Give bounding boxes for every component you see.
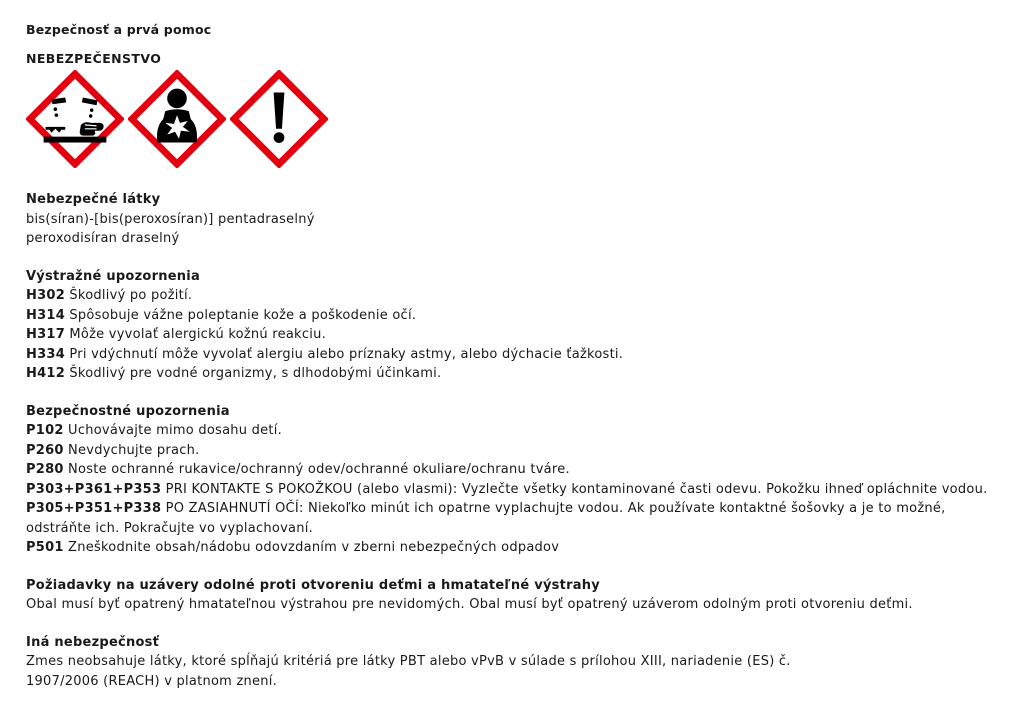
substance-line: peroxodisíran draselný	[26, 231, 180, 246]
hazard-heading: Výstražné upozornenia	[26, 268, 201, 284]
hazard-statement	[26, 325, 1001, 345]
hazard-text: Pri vdýchnutí môže vyvolať alergiu alebo príznaky astmy, alebo dýchacie ťažkosti.	[65, 346, 624, 362]
hazard-text: Škodlivý po požití.	[65, 288, 193, 303]
hazard-section	[26, 267, 1001, 384]
section-title: Bezpečnosť a prvá pomoc	[26, 22, 212, 37]
precaution-code: P501	[26, 540, 64, 555]
hazard-code: H302	[26, 288, 66, 303]
other-hazard-section	[26, 633, 1001, 692]
hazard-statement	[26, 306, 1001, 326]
substances-heading: Nebezpečné látky	[26, 192, 161, 207]
precaution-statement	[26, 441, 1001, 461]
safety-content	[26, 190, 1001, 709]
hazard-code: H412	[26, 366, 66, 381]
precaution-statement	[26, 421, 1001, 441]
substance-line: bis(síran)-[bis(peroxosíran)] pentadraselný	[26, 211, 315, 227]
child-resistant-text: Obal musí byť opatrený hmatateľnou výstrahou pre nevidomých. Obal musí byť opatrený uzáverom odolným proti otvoreniu deťmi.	[26, 597, 913, 612]
hazard-code: H317	[26, 327, 66, 342]
precaution-text: Noste ochranné rukavice/ochranný odev/ochranné okuliare/ochranu tváre.	[63, 462, 570, 477]
hazard-code: H334	[26, 346, 66, 362]
precaution-statement	[26, 460, 1001, 480]
pictogram-row	[26, 70, 328, 168]
precaution-section	[26, 402, 1001, 558]
hazard-text: Môže vyvolať alergickú kožnú reakciu.	[65, 327, 326, 342]
child-resistant-section	[26, 576, 1001, 615]
precaution-code: P102	[26, 423, 64, 438]
precaution-heading: Bezpečnostné upozornenia	[26, 403, 230, 419]
precaution-text: Uchovávajte mimo dosahu detí.	[63, 423, 282, 438]
hazard-text: Škodlivý pre vodné organizmy, s dlhodobými účinkami.	[65, 366, 442, 381]
precaution-code: P260	[26, 442, 64, 458]
substances-section	[26, 190, 1001, 249]
precaution-statement	[26, 499, 1001, 538]
ghs05-corrosive-icon	[26, 70, 124, 168]
hazard-statement	[26, 364, 1001, 384]
other-hazard-heading: Iná nebezpečnosť	[26, 634, 160, 650]
precaution-statement	[26, 538, 1001, 558]
other-hazard-line: Zmes neobsahuje látky, ktoré spĺňajú kritériá pre látky PBT alebo vPvB v súlade s prílohou XIII, nariadenie (ES) č.	[26, 654, 791, 669]
hazard-text: Spôsobuje vážne poleptanie kože a poškodenie očí.	[65, 307, 417, 323]
ghs08-health-hazard-icon	[128, 70, 226, 168]
hazard-statement	[26, 286, 1001, 306]
precaution-text: Zneškodnite obsah/nádobu odovzdaním v zberni nebezpečných odpadov	[63, 540, 560, 555]
precaution-text: PO ZASIAHNUTÍ OČÍ: Niekoľko minút ich opatrne vyplachujte vodou. Ak používate kontaktné šošovky a je to možné, odstráňte ich. Pokračujte vo vyplachovaní.	[26, 501, 946, 536]
child-resistant-heading: Požiadavky na uzávery odolné proti otvoreniu deťmi a hmatateľné výstrahy	[26, 577, 601, 593]
precaution-text: Nevdychujte prach.	[63, 442, 200, 458]
hazard-statement	[26, 345, 1001, 365]
signal-word: NEBEZPEČENSTVO	[26, 51, 162, 66]
ghs07-exclamation-icon	[230, 70, 328, 168]
other-hazard-line: 1907/2006 (REACH) v platnom znení.	[26, 673, 278, 689]
precaution-code: P303+P361+P353	[26, 481, 162, 497]
precaution-text: PRI KONTAKTE S POKOŽKOU (alebo vlasmi): Vyzlečte všetky kontaminované časti odevu. Pokožku ihneď opláchnite vodou.	[161, 481, 988, 497]
precaution-code: P305+P351+P338	[26, 501, 162, 516]
precaution-statement	[26, 480, 1001, 500]
precaution-code: P280	[26, 462, 64, 477]
hazard-code: H314	[26, 307, 66, 323]
